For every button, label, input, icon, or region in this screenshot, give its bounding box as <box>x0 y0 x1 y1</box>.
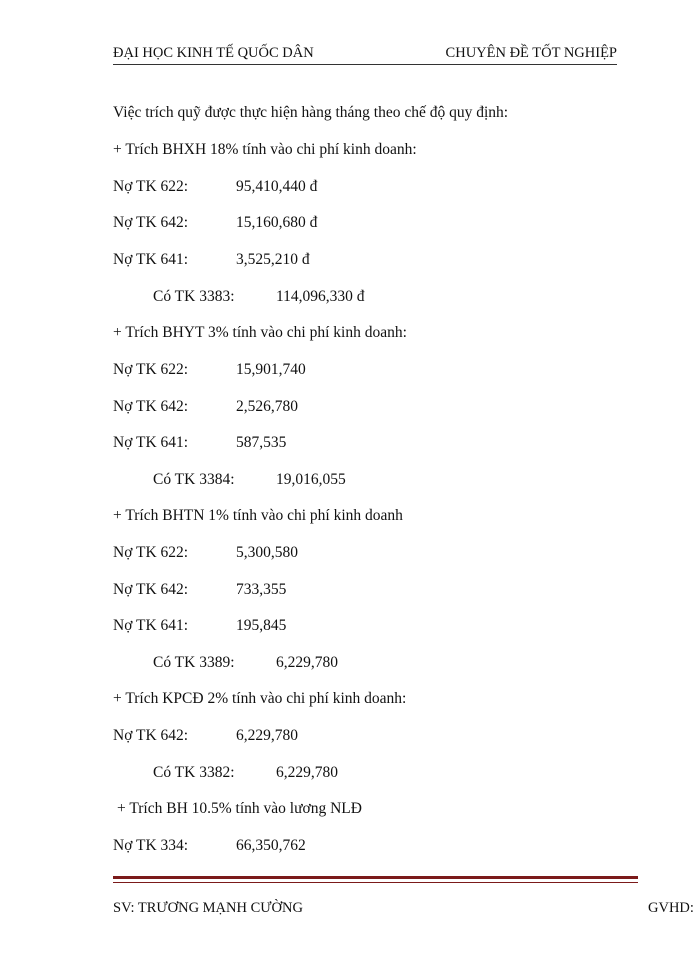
footer-advisor: GVHD: <box>648 900 694 916</box>
entry-account: Có TK 3382: <box>153 764 235 781</box>
entry-amount: 114,096,330 đ <box>276 288 365 305</box>
header-report-type: CHUYÊN ĐỀ TỐT NGHIỆP <box>445 45 617 61</box>
entry-account: Nợ TK 641: <box>113 434 189 451</box>
entry-amount: 5,300,580 <box>236 544 298 561</box>
entry-account: Có TK 3384: <box>153 471 235 488</box>
entry-account: Nợ TK 642: <box>113 398 189 415</box>
entry-amount: 6,229,780 <box>276 764 338 781</box>
entry-account: Nợ TK 334: <box>113 837 189 854</box>
entry-amount: 95,410,440 đ <box>236 178 318 195</box>
entry-account: Nợ TK 641: <box>113 251 189 268</box>
section-heading-bhyt: + Trích BHYT 3% tính vào chi phí kinh doanh: <box>113 324 407 341</box>
header-university: ĐẠI HỌC KINH TẾ QUỐC DÂN <box>113 45 314 61</box>
entry-amount: 733,355 <box>236 581 287 598</box>
entry-account: Nợ TK 622: <box>113 361 189 378</box>
entry-account: Nợ TK 622: <box>113 178 189 195</box>
entry-amount: 6,229,780 <box>276 654 338 671</box>
entry-account: Nợ TK 622: <box>113 544 189 561</box>
entry-amount: 6,229,780 <box>236 727 298 744</box>
entry-account: Có TK 3389: <box>153 654 235 671</box>
entry-account: Nợ TK 642: <box>113 581 189 598</box>
entry-amount: 3,525,210 đ <box>236 251 310 268</box>
intro-paragraph: Việc trích quỹ được thực hiện hàng tháng theo chế độ quy định: <box>113 104 509 121</box>
entry-account: Nợ TK 642: <box>113 727 189 744</box>
entry-amount: 15,160,680 đ <box>236 214 318 231</box>
entry-amount: 19,016,055 <box>276 471 346 488</box>
entry-account: Nợ TK 642: <box>113 214 189 231</box>
header-divider <box>113 64 617 65</box>
footer-divider-thin <box>113 882 638 883</box>
entry-amount: 66,350,762 <box>236 837 306 854</box>
entry-amount: 15,901,740 <box>236 361 306 378</box>
entry-amount: 195,845 <box>236 617 287 634</box>
entry-amount: 2,526,780 <box>236 398 298 415</box>
page-header <box>113 45 617 63</box>
section-heading-bh-nld: + Trích BH 10.5% tính vào lương NLĐ <box>117 800 362 817</box>
section-heading-bhxh: + Trích BHXH 18% tính vào chi phí kinh doanh: <box>113 141 417 158</box>
section-heading-bhtn: + Trích BHTN 1% tính vào chi phí kinh doanh <box>113 507 403 524</box>
entry-account: Nợ TK 641: <box>113 617 189 634</box>
entry-amount: 587,535 <box>236 434 287 451</box>
section-heading-kpcd: + Trích KPCĐ 2% tính vào chi phí kinh doanh: <box>113 690 407 707</box>
entry-account: Có TK 3383: <box>153 288 235 305</box>
footer-student: SV: TRƯƠNG MẠNH CƯỜNG <box>113 900 303 916</box>
footer-divider-thick <box>113 876 638 879</box>
